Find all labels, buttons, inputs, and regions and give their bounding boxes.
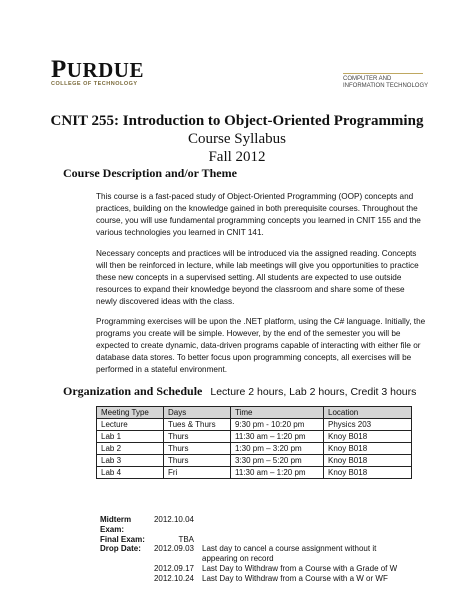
description-paragraph-1: This course is a fast-paced study of Object-Oriented Programming (OOP) concepts and practices, building on the knowledge gained in both prerequisite courses. Throughout the course, you will use fundamental programming concepts you learned in CNIT 155 and the various technologies you learned in CNIT 141. [96, 192, 421, 237]
table-cell: 3:30 pm – 5:20 pm [231, 455, 324, 467]
table-cell: 9:30 pm - 10:20 pm [231, 419, 324, 431]
column-header: Location [324, 407, 412, 419]
title-block [0, 112, 474, 166]
organization-heading [63, 384, 416, 399]
date-label [100, 564, 146, 574]
document-type: Course Syllabus [188, 131, 286, 147]
column-header: Meeting Type [97, 407, 164, 419]
table-cell: Physics 203 [324, 419, 412, 431]
organization-title: Organization and Schedule [63, 384, 203, 398]
table-cell: Lecture [97, 419, 164, 431]
date-value: 2012.10.04 [153, 515, 194, 524]
schedule-table [96, 406, 412, 479]
dept-line-2: INFORMATION TECHNOLOGY [343, 83, 429, 89]
date-note: appearing on record [202, 554, 274, 564]
date-value: 2012.10.24 [153, 573, 194, 583]
date-row [100, 535, 402, 545]
date-note [202, 535, 402, 545]
table-cell: Thurs [164, 443, 231, 455]
table-cell: 1:30 pm – 3:20 pm [231, 443, 324, 455]
date-note: Last day to cancel a course assignment without it [202, 544, 377, 554]
date-row [100, 515, 402, 535]
table-cell: 11:30 am – 1:20 pm [231, 431, 324, 443]
date-value: 2012.09.17 [153, 563, 194, 573]
table-row [97, 443, 412, 455]
table-cell: Knoy B018 [324, 431, 412, 443]
description-paragraph-3: Programming exercises will be upon the .NET platform, using the C# language. Initially, the programs you create will be simple. However, by the end of the semester you will be expected to create dynamic, data-driven programs capable of interacting with either file or database data stores. To better focus upon programming concepts, all exercises will be performed in a stateful environment. [96, 317, 426, 374]
table-row [97, 419, 412, 431]
date-value: TBA [178, 534, 194, 544]
column-header: Days [164, 407, 231, 419]
date-row [100, 544, 402, 554]
table-cell: Lab 2 [97, 443, 164, 455]
date-value: 2012.09.03 [153, 544, 194, 554]
table-cell: Tues & Thurs [164, 419, 231, 431]
date-label: Drop Date: [100, 544, 141, 554]
date-label: Final Exam: [100, 534, 145, 544]
date-label [100, 554, 146, 564]
table-row [97, 431, 412, 443]
table-cell: Fri [164, 467, 231, 479]
table-row [97, 467, 412, 479]
description-heading: Course Description and/or Theme [63, 166, 237, 180]
table-cell: Lab 4 [97, 467, 164, 479]
department-name [343, 73, 428, 90]
date-row [100, 554, 402, 564]
table-cell: Thurs [164, 455, 231, 467]
table-header-row [97, 407, 412, 419]
table-cell: Thurs [164, 431, 231, 443]
table-cell: Knoy B018 [324, 455, 412, 467]
date-value [146, 554, 202, 564]
logo-subtitle: COLLEGE OF TECHNOLOGY [51, 81, 138, 87]
date-label: Midterm Exam: [100, 515, 132, 534]
description-paragraph-2: Necessary concepts and practices will be introduced via the assigned reading. Concepts will then be reinforced in lecture, while lab meetings will give you opportunities to practice these new concepts in a supervised setting. All students are expected to use outside resources to expand their knowledge beyond the classroom and share some of these newly discovered ideas with the class. [96, 249, 419, 306]
date-note: Last Day to Withdraw from a Course with a Grade of W [202, 563, 398, 573]
date-row [100, 564, 402, 574]
table-cell: Knoy B018 [324, 467, 412, 479]
course-title: CNIT 255: Introduction to Object-Oriented Programming [50, 113, 424, 129]
date-note [202, 515, 402, 535]
table-row [97, 455, 412, 467]
date-label [100, 574, 146, 584]
date-note: Last Day to Withdraw from a Course with a W or WF [202, 573, 388, 583]
table-cell: Lab 1 [97, 431, 164, 443]
date-row [100, 574, 402, 584]
logo-wordmark: PURDUE [51, 56, 144, 83]
term: Fall 2012 [208, 149, 266, 165]
table-cell: Knoy B018 [324, 443, 412, 455]
important-dates [100, 515, 402, 584]
table-cell: 11:30 am – 1:20 pm [231, 467, 324, 479]
table-cell: Lab 3 [97, 455, 164, 467]
dept-rule [343, 73, 423, 74]
organization-summary: Lecture 2 hours, Lab 2 hours, Credit 3 hours [210, 386, 417, 398]
dept-line-1: COMPUTER AND [343, 76, 392, 82]
purdue-logo [51, 56, 144, 87]
column-header: Time [231, 407, 324, 419]
